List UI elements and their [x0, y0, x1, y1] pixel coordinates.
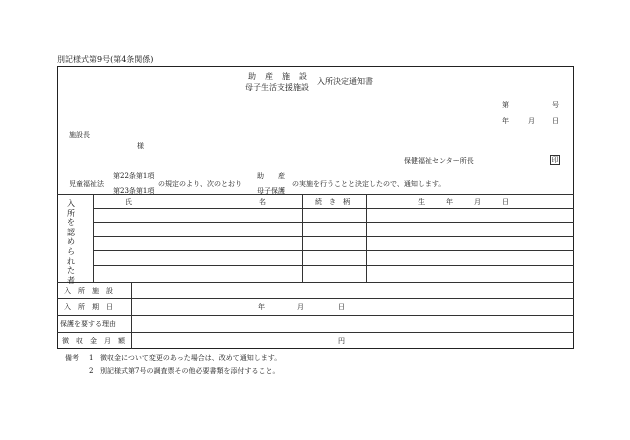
number-label: 第 — [502, 101, 509, 109]
note-number: 1 — [89, 354, 94, 362]
table-bottom-line — [57, 282, 574, 283]
date-month: 月 — [528, 117, 535, 125]
statement-article-2: 第23条第1項 — [113, 187, 155, 195]
header-name-2: 名 — [259, 198, 266, 206]
title-facility-1: 助 産 施 設 — [248, 72, 308, 81]
statement-law: 児童福祉法 — [69, 180, 104, 188]
statement-facility-1: 助 産 — [257, 172, 285, 180]
table-top-line — [57, 194, 574, 195]
table-row-line — [93, 265, 574, 266]
seal-mark: 印 — [551, 156, 559, 164]
period-year: 年 — [258, 303, 265, 311]
number-suffix: 号 — [552, 101, 559, 109]
date-year: 年 — [502, 117, 509, 125]
addressee-label: 施設長 — [69, 131, 90, 139]
persons-side-label: 入所を認められた者 — [67, 199, 75, 285]
statement-facility-2: 母子保護 — [257, 187, 285, 195]
field-row-line — [57, 298, 574, 299]
statement-middle: の規定のより、次のとおり — [158, 180, 242, 188]
field-row-line — [57, 315, 574, 316]
statement-end: の実施を行うことと決定したので、通知します。 — [292, 180, 446, 188]
notes-label: 備考 — [65, 354, 79, 362]
header-birth: 生 年 月 日 — [418, 198, 509, 206]
period-day: 日 — [338, 303, 345, 311]
field-row-line — [57, 332, 574, 333]
field-period-label: 入 所 期 日 — [64, 303, 113, 311]
form-number: 別記様式第9号(第4条関係) — [57, 55, 154, 64]
note-text: 別記様式第7号の調査票その他必要書類を添付すること。 — [100, 367, 280, 375]
issuer-label: 保健福祉センター所長 — [404, 157, 474, 165]
table-row-line — [93, 250, 574, 251]
table-row-line — [93, 236, 574, 237]
statement-article-1: 第22条第1項 — [113, 172, 155, 180]
title-suffix: 入所決定通知書 — [317, 77, 373, 86]
table-header-line — [93, 208, 574, 209]
note-number: 2 — [89, 367, 94, 375]
field-facility-label: 入 所 施 設 — [64, 287, 113, 295]
field-fee-label: 徴 収 金 月 額 — [62, 337, 125, 345]
header-name-1: 氏 — [125, 198, 132, 206]
note-text: 徴収金について変更のあった場合は、改めて通知します。 — [100, 354, 282, 362]
date-day: 日 — [552, 117, 559, 125]
title-facility-2: 母子生活支援施設 — [245, 83, 309, 92]
header-relation: 続 き 柄 — [315, 198, 350, 206]
addressee-honorific: 様 — [137, 142, 144, 150]
fee-unit: 円 — [338, 337, 345, 345]
period-month: 月 — [297, 303, 304, 311]
field-reason-label: 保護を要する理由 — [60, 320, 116, 328]
table-row-line — [93, 222, 574, 223]
